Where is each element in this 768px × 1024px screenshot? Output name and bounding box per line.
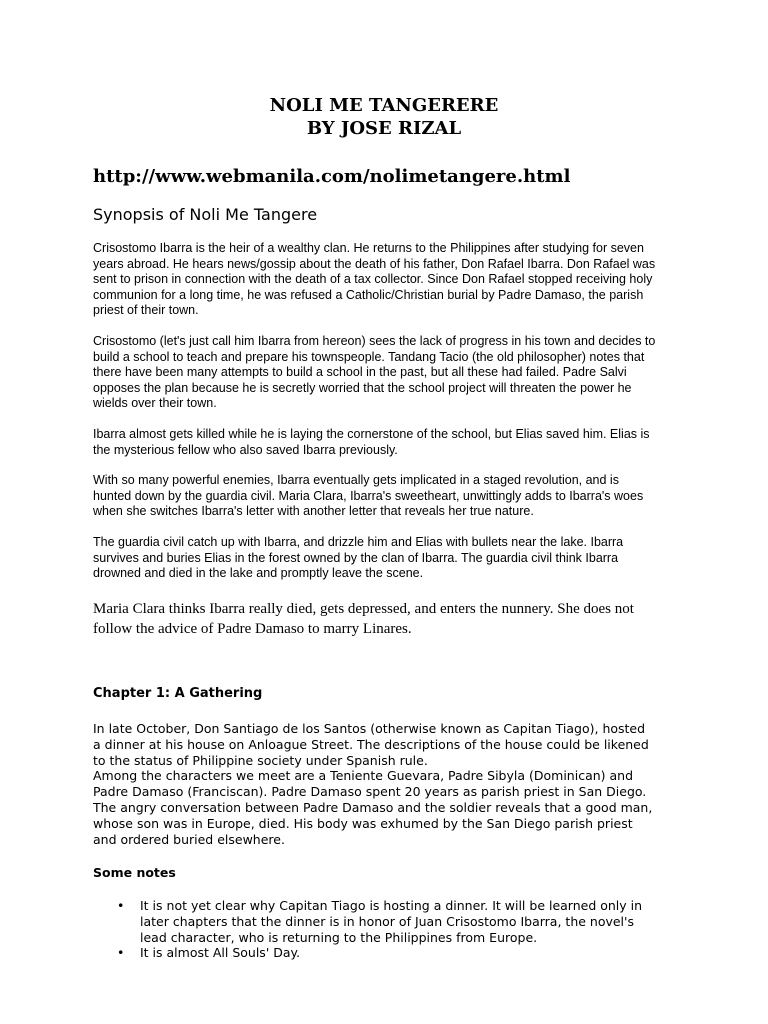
notes-list [113, 898, 693, 961]
document-title: NOLI ME TANGERERE [269, 95, 499, 116]
text-line: sent to prison in connection with the death of a tax collector. Since Don Rafael stopped receiving holy [93, 272, 653, 286]
text-line: and ordered buried elsewhere. [93, 831, 285, 847]
synopsis-paragraph [93, 535, 693, 582]
text-line: opposes the plan because he is secretly worried that the school project will threaten the power he [93, 380, 632, 395]
document-author: BY JOSE RIZAL [306, 118, 462, 139]
text-line: communion for a long time, he was refused a Catholic/Christian burial by Padre Damaso, the parish [93, 287, 644, 302]
text-line: to the status of Philippine society under Spanish rule. [93, 752, 428, 768]
text-line: lead character, who is returning to the Philippines from Europe. [140, 929, 538, 945]
notes-heading: Some notes [93, 865, 176, 880]
text-line: drowned and died in the lake and promptly leave the scene. [93, 566, 424, 580]
text-line: when she switches Ibarra's letter with another letter that reveals her true nature. [93, 504, 534, 518]
synopsis-paragraph [93, 473, 693, 520]
chapter-heading: Chapter 1: A Gathering [93, 686, 263, 701]
text-line: It is not yet clear why Capitan Tiago is hosting a dinner. It will be learned only in [140, 898, 643, 913]
text-line: It is almost All Souls' Day. [140, 945, 301, 961]
bullet-icon: • [117, 898, 125, 913]
text-line: whose son was in Europe, died. His body was exhumed by the San Diego parish priest [93, 815, 633, 831]
text-line: Ibarra almost gets killed while he is laying the cornerstone of the school, but Elias saved him. Elias is [93, 427, 650, 441]
text-line: priest of their town. [93, 303, 199, 317]
text-line: years abroad. He hears news/gossip about the death of his father, Don Rafael Ibarra. Don Rafael was [93, 256, 656, 271]
synopsis-paragraph [93, 334, 693, 412]
text-line: Crisostomo Ibarra is the heir of a wealthy clan. He returns to the Philippines after studying for seven [93, 241, 644, 255]
text-line: later chapters that the dinner is in honor of Juan Crisostomo Ibarra, the novel's [140, 913, 634, 929]
text-line: The guardia civil catch up with Ibarra, and drizzle him and Elias with bullets near the lake. Ibarra [93, 535, 624, 549]
text-line: Maria Clara thinks Ibarra really died, gets depressed, and enters the nunnery. She does not [93, 601, 634, 617]
text-line: there have been many attempts to build a school in the past, but all these had failed. Padre Salvi [93, 365, 627, 379]
text-line: follow the advice of Padre Damaso to marry Linares. [93, 621, 412, 637]
text-line: a dinner at his house on Anloague Street. The descriptions of the house could be likened [93, 736, 649, 752]
text-line: survives and buries Elias in the forest owned by the clan of Ibarra. The guardia civil think Ibarra [93, 550, 619, 565]
bullet-icon: • [117, 945, 125, 961]
source-url: http://www.webmanila.com/nolimetangere.html [93, 166, 571, 187]
text-line: build a school to teach and prepare his townspeople. Tandang Tacio (the old philosopher) notes that [93, 349, 645, 364]
text-line: In late October, Don Santiago de los Santos (otherwise known as Capitan Tiago), hosted [93, 721, 646, 736]
chapter-body [93, 721, 693, 847]
text-line: Padre Damaso (Franciscan). Padre Damaso spent 20 years as parish priest in San Diego. [93, 784, 647, 800]
text-line: With so many powerful enemies, Ibarra eventually gets implicated in a staged revolution, and is [93, 473, 619, 487]
text-line: wields over their town. [93, 396, 217, 410]
text-line: Crisostomo (let's just call him Ibarra from hereon) sees the lack of progress in his town and decides to [93, 334, 656, 348]
synopsis-paragraph [93, 427, 693, 458]
final-synopsis-paragraph [93, 599, 693, 639]
list-item [113, 898, 693, 945]
text-line: The angry conversation between Padre Damaso and the soldier reveals that a good man, [93, 799, 653, 815]
text-line: hunted down by the guardia civil. Maria Clara, Ibarra's sweetheart, unwittingly adds to Ibarra's woes [93, 488, 644, 503]
synopsis-paragraph [93, 241, 693, 319]
text-line: the mysterious fellow who also saved Ibarra previously. [93, 442, 398, 457]
synopsis-heading: Synopsis of Noli Me Tangere [93, 205, 318, 224]
text-line: Among the characters we meet are a Teniente Guevara, Padre Sibyla (Dominican) and [93, 768, 634, 784]
list-item [113, 945, 693, 961]
